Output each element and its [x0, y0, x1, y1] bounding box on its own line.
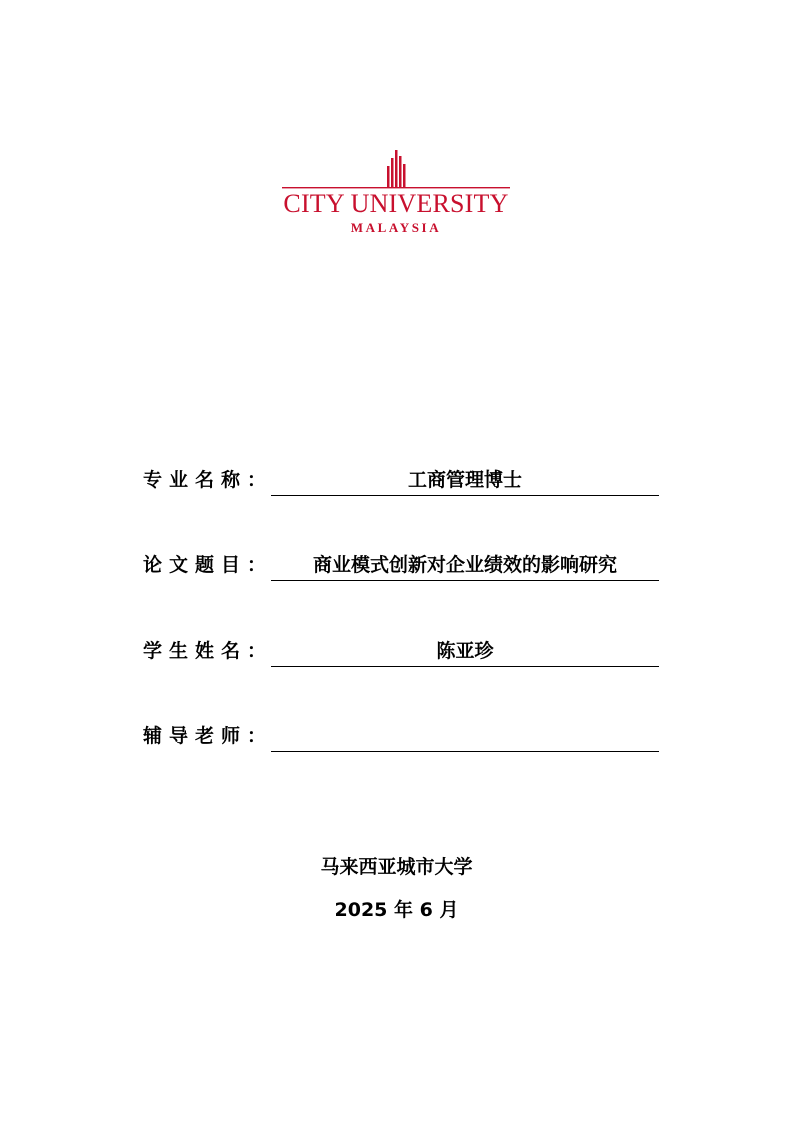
university-logo	[282, 150, 510, 238]
field-thesis-title-label: 论文题目：	[143, 554, 274, 576]
field-major-value: 工商管理博士	[407, 469, 522, 491]
field-student-name-value: 陈亚珍	[436, 640, 494, 662]
field-major	[143, 467, 659, 497]
field-major-underline	[271, 495, 659, 496]
field-thesis-title-value: 商业模式创新对企业绩效的影响研究	[312, 554, 617, 576]
logo-country-name: MALAYSIA	[350, 220, 442, 235]
logo-university-name: CITY UNIVERSITY	[283, 189, 509, 218]
field-student-name	[143, 638, 659, 668]
submission-date: 2025 年 6 月	[334, 899, 459, 921]
field-thesis-title	[143, 552, 659, 582]
field-supervisor-label: 辅导老师：	[143, 725, 274, 747]
field-major-label: 专业名称：	[143, 469, 274, 491]
field-supervisor	[143, 723, 659, 753]
field-thesis-title-underline	[271, 580, 659, 581]
field-supervisor-underline	[271, 751, 659, 752]
tower-emblem-icon	[282, 150, 510, 192]
institution-name: 马来西亚城市大学	[320, 856, 473, 878]
field-student-name-label: 学生姓名：	[143, 640, 274, 662]
field-student-name-underline	[271, 666, 659, 667]
